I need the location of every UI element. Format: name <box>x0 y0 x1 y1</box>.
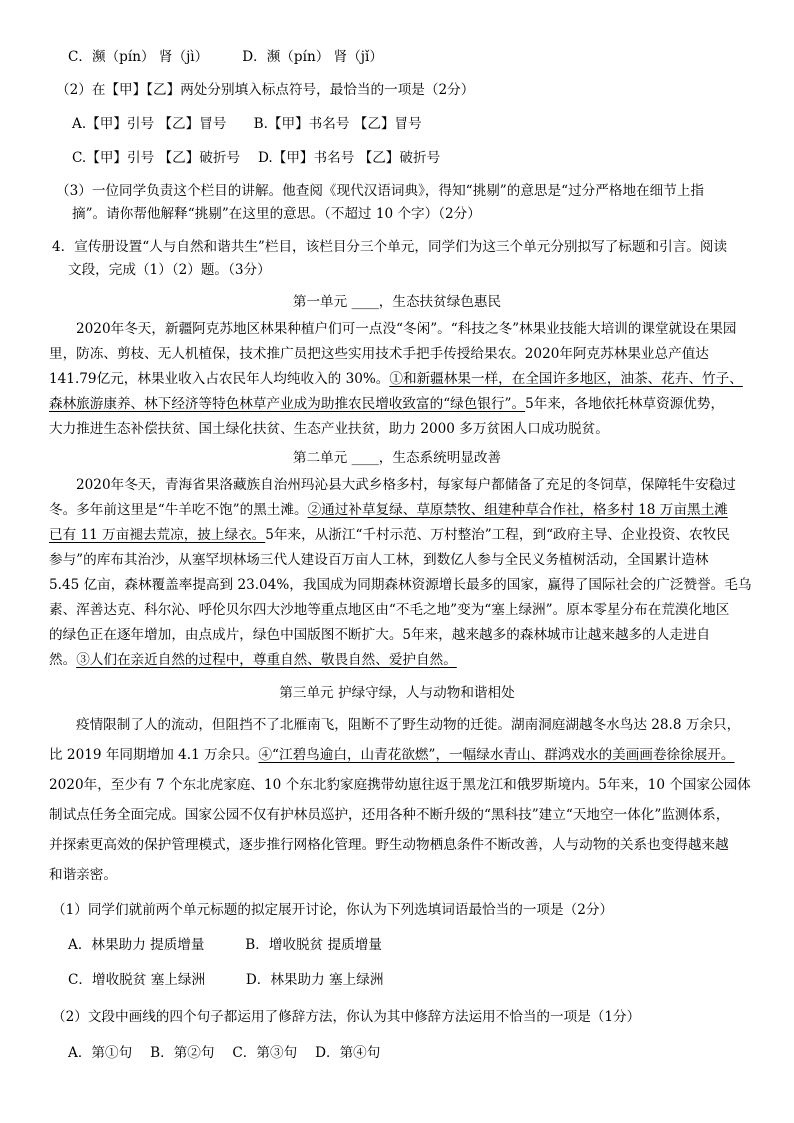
question-4-stem-line1: 4．宣传册设置“人与自然和谐共生”栏目，该栏目分三个单元，同学们为这三个单元分别拟写了标题和引言。阅读 <box>52 239 728 255</box>
unit-1-paragraph-line <box>49 394 724 414</box>
unit-3-heading: 第三单元 护绿守绿，人与动物和谐相处 <box>279 685 515 701</box>
underlined-sentence-2-cont: 已有 11 万亩褪去荒凉，披上绿衣。 <box>49 527 266 543</box>
plain-text: 比 2019 年同期增加 4.1 万余只。 <box>49 747 259 763</box>
question-4-stem-line2: 文段，完成（1）（2）题。（3分） <box>68 262 271 278</box>
underlined-sentence-3: ③人们在亲近自然的过程中，尊重自然、敬畏自然、爱护自然。 <box>76 652 457 668</box>
unit-2-paragraph-line: 参与”的库布其治沙，从塞罕坝林场三代人建设百万亩人工林，到数亿人参与全民义务植树活动，全国累计造林 <box>49 552 709 568</box>
unit-3-paragraph-line: 2020年，至少有 7 个东北虎家庭、10 个东北豹家庭携带幼崽往返于黑龙江和俄罗斯境内。5年来，10 个国家公园体 <box>49 777 751 793</box>
unit-2-paragraph-line: 5.45 亿亩，森林覆盖率提高到 23.04%，我国成为同期森林资源增长最多的国家，赢得了国际社会的广泛赞誉。毛乌 <box>49 577 752 593</box>
unit-1-heading: 第一单元 ____，生态扶贫绿色惠民 <box>292 294 502 310</box>
question-2-options-ab: A.【甲】引号 【乙】冒号 B.【甲】书名号 【乙】冒号 <box>72 116 422 132</box>
subquestion-2-stem: （2）文段中画线的四个句子都运用了修辞方法，你认为其中修辞方法运用不恰当的一项是（1分） <box>52 1009 641 1025</box>
underlined-sentence-1-cont: 森林旅游康养、林下经济等特色林草产业成为助推农民增收致富的“绿色银行”。 <box>49 396 526 412</box>
question-2-stem: （2）在【甲】【乙】两处分别填入标点符号，最恰当的一项是（2分） <box>56 82 475 98</box>
plain-text: 冬。多年前这里是“牛羊吃不饱”的黑土滩。 <box>49 502 308 518</box>
unit-3-paragraph-line <box>49 745 735 765</box>
unit-1-paragraph-line <box>49 369 743 389</box>
unit-1-paragraph-line: 大力推进生态补偿扶贫、国土绿化扶贫、生态产业扶贫，助力 2000 多万贫困人口成功脱贫。 <box>49 421 609 437</box>
plain-text: 141.79亿元，林果业收入占农民年人均纯收入的 30%。 <box>49 371 390 387</box>
unit-3-paragraph-line: 并探索更高效的保护管理模式，逐步推行网格化管理。野生动物栖息条件不断改善，人与动物的关系也变得越来越 <box>49 837 729 853</box>
subquestion-1-options-ab: A．林果助力 提质增量 B．增收脱贫 提质增量 <box>68 937 382 953</box>
unit-2-paragraph-line: 2020年冬天，青海省果洛藏族自治州玛沁县大武乡格多村，每家每户都储备了充足的冬饲草，保障牦牛安稳过 <box>76 477 736 493</box>
plain-text: 5年来，从浙江“千村示范、万村整治”工程，到“政府主导、企业投资、农牧民 <box>265 527 730 543</box>
unit-2-paragraph-line <box>49 650 457 670</box>
unit-2-paragraph-line: 的绿色正在逐年增加，由点成片，绿色中国版图不断扩大。5年来，越来越多的森林城市让越来越多的人走进自 <box>49 627 711 643</box>
subquestion-2-options: A．第①句 B．第②句 C．第③句 D．第④句 <box>68 1045 381 1061</box>
unit-1-paragraph-line: 里，防冻、剪枝、无人机植保，技术推广员把这些实用技术手把手传授给果农。2020年阿克苏林果业总产值达 <box>49 346 709 362</box>
unit-2-heading: 第二单元 ____，生态系统明显改善 <box>292 450 502 466</box>
unit-3-paragraph-line: 制试点任务全面完成。国家公园不仅有护林员巡护，还用各种不断升级的“黑科技”建立“天地空一体化”监测体系， <box>49 807 730 823</box>
unit-2-paragraph-line <box>49 500 728 520</box>
unit-3-paragraph-line: 和谐亲密。 <box>49 867 117 883</box>
plain-text: 5年来，各地依托林草资源优势， <box>525 396 725 412</box>
unit-2-paragraph-line <box>49 525 730 545</box>
question-3-stem-line2: 摘”。请你帮他解释“挑剔”在这里的意思。（不超过 10 个字）（2分） <box>72 206 481 222</box>
underlined-sentence-2: ②通过补草复绿、草原禁牧、组建种草合作社，格多村 18 万亩黑土滩 <box>307 502 728 518</box>
underlined-sentence-1: ①和新疆林果一样，在全国许多地区，油茶、花卉、竹子、 <box>389 371 743 387</box>
subquestion-1-options-cd: C．增收脱贫 塞上绿洲 D．林果助力 塞上绿洲 <box>68 972 384 988</box>
unit-3-paragraph-line: 疫情限制了人的流动，但阻挡不了北雁南飞，阻断不了野生动物的迁徙。湖南洞庭湖越冬水鸟达 28.8 万余只， <box>76 717 741 733</box>
question-2-options-cd: C.【甲】引号 【乙】破折号 D.【甲】书名号 【乙】破折号 <box>72 150 441 166</box>
plain-text: 然。 <box>49 652 77 668</box>
unit-1-paragraph-line: 2020年冬天，新疆阿克苏地区林果种植户们可一点没“冬闲”。“科技之冬”林果业技能大培训的课堂就设在果园 <box>76 321 737 337</box>
underlined-sentence-4: ④“江碧鸟逾白，山青花欲燃”，一幅绿水青山、群鸿戏水的美画画卷徐徐展开。 <box>258 747 735 763</box>
unit-2-paragraph-line: 素、浑善达克、科尔沁、呼伦贝尔四大沙地等重点地区由“不毛之地”变为“塞上绿洲”。原本零星分布在荒漠化地区 <box>49 602 730 618</box>
question-3-stem-line1: （3）一位同学负责这个栏目的讲解。他查阅《现代汉语词典》，得知“挑剔”的意思是“过分严格地在细节上指 <box>56 183 705 199</box>
option-cd-pronunciation: C．濒（pín） 肾（jì） D．濒（pín） 肾（jǐ） <box>68 49 383 65</box>
subquestion-1-stem: （1）同学们就前两个单元标题的拟定展开讨论，你认为下列选填词语最恰当的一项是（2分） <box>52 902 614 918</box>
